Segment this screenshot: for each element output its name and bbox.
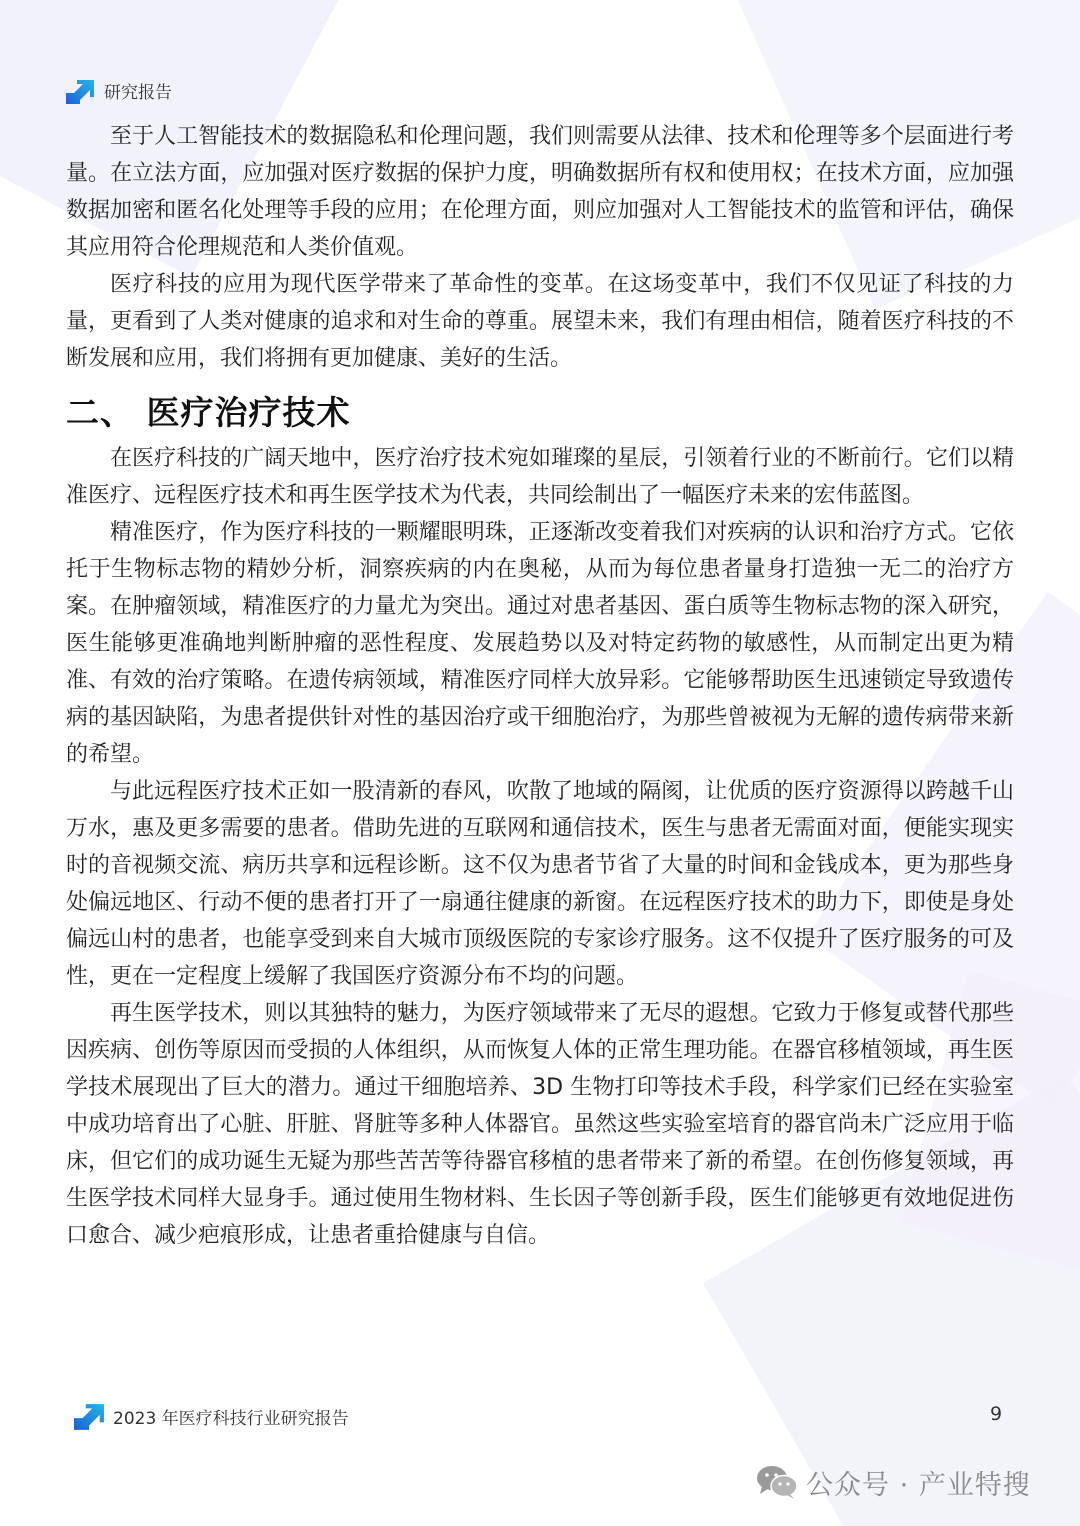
document-body (66, 118, 1014, 1254)
report-header-label: 研究报告 (104, 83, 172, 103)
wechat-icon (756, 1464, 798, 1500)
report-logo-icon (66, 80, 94, 104)
paragraph: 精准医疗，作为医疗科技的一颗耀眼明珠，正逐渐改变着我们对疾病的认识和治疗方式。它依托于生物标志物的精妙分析，洞察疾病的内在奥秘，从而为每位患者量身打造独一无二的治疗方案。在肿瘤领域，精准医疗的力量尤为突出。通过对患者基因、蛋白质等生物标志物的深入研究，医生能够更准确地判断肿瘤的恶性程度、发展趋势以及对特定药物的敏感性，从而制定出更为精准、有效的治疗策略。在遗传病领域，精准医疗同样大放异彩。它能够帮助医生迅速锁定导致遗传病的基因缺陷，为患者提供针对性的基因治疗或干细胞治疗，为那些曾被视为无解的遗传病带来新的希望。 (66, 520, 1014, 767)
wechat-watermark (756, 1462, 1031, 1502)
watermark-text: 公众号 · 产业特搜 (806, 1469, 1031, 1501)
paragraph: 再生医学技术，则以其独特的魅力，为医疗领域带来了无尽的遐想。它致力于修复或替代那些因疾病、创伤等原因而受损的人体组织，从而恢复人体的正常生理功能。在器官移植领域，再生医学技术展现出了巨大的潜力。通过干细胞培养、3D 生物打印等技术手段，科学家们已经在实验室中成功培育出了心脏、肝脏、肾脏等多种人体器官。虽然这些实验室培育的器官尚未广泛应用于临床，但它们的成功诞生无疑为那些苦苦等待器官移植的患者带来了新的希望。在创伤修复领域，再生医学技术同样大显身手。通过使用生物材料、生长因子等创新手段，医生们能够更有效地促进伤口愈合、减少疤痕形成，让患者重拾健康与自信。 (66, 1001, 1014, 1248)
page-number: 9 (990, 1403, 1003, 1425)
paragraph: 至于人工智能技术的数据隐私和伦理问题，我们则需要从法律、技术和伦理等多个层面进行考量。在立法方面，应加强对医疗数据的保护力度，明确数据所有权和使用权；在技术方面，应加强数据加密和匿名化处理等手段的应用；在伦理方面，则应加强对人工智能技术的监管和评估，确保其应用符合伦理规范和人类价值观。 (66, 124, 1014, 260)
section-heading: 二、 医疗治疗技术 (66, 393, 351, 432)
paragraph: 与此远程医疗技术正如一股清新的春风，吹散了地域的隔阂，让优质的医疗资源得以跨越千山万水，惠及更多需要的患者。借助先进的互联网和通信技术，医生与患者无需面对面，便能实现实时的音视频交流、病历共享和远程诊断。这不仅为患者节省了大量的时间和金钱成本，更为那些身处偏远地区、行动不便的患者打开了一扇通往健康的新窗。在远程医疗技术的助力下，即使是身处偏远山村的患者，也能享受到来自大城市顶级医院的专家诊疗服务。这不仅提升了医疗服务的可及性，更在一定程度上缓解了我国医疗资源分布不均的问题。 (66, 779, 1014, 989)
footer-logo-icon (74, 1404, 104, 1430)
paragraph: 医疗科技的应用为现代医学带来了革命性的变革。在这场变革中，我们不仅见证了科技的力量，更看到了人类对健康的追求和对生命的尊重。展望未来，我们有理由相信，随着医疗科技的不断发展和应用，我们将拥有更加健康、美好的生活。 (66, 272, 1014, 371)
footer-report-title: 2023 年医疗科技行业研究报告 (113, 1409, 349, 1429)
paragraph: 在医疗科技的广阔天地中，医疗治疗技术宛如璀璨的星辰，引领着行业的不断前行。它们以精准医疗、远程医疗技术和再生医学技术为代表，共同绘制出了一幅医疗未来的宏伟蓝图。 (66, 446, 1014, 508)
